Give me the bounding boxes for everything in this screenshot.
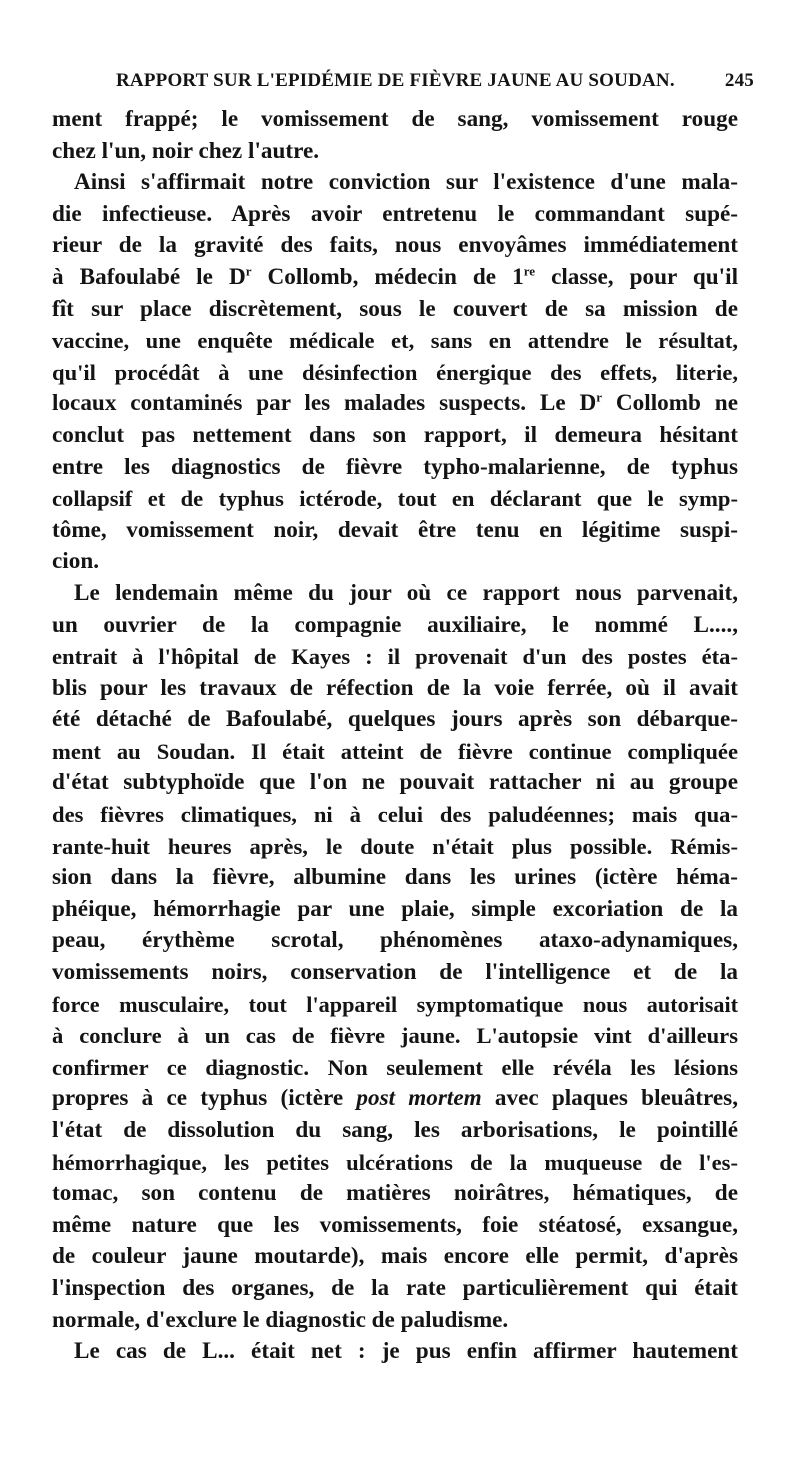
text-line: ment frappé; le vomissement de sang, vomissement rouge [52,106,738,132]
text-line: hémorrhagique, les petites ulcérations de la muqueuse de l'es- [52,1149,738,1175]
superscript: r [245,263,252,279]
text-line: confirmer ce diagnostic. Non seulement elle révéla les lésions [52,1054,738,1080]
text-line: cion. [52,548,100,575]
text-line: locaux contaminés par les malades suspects. Le $D^r$ Collomb ne [52,389,738,417]
text-line: tomac, son contenu de matières noirâtres, hématiques, de [52,1180,738,1207]
text-line: entrait à l'hôpital de Kayes : il provenait d'un des postes éta- [52,644,738,670]
text-line: conclut pas nettement dans son rapport, il demeura hésitant [52,421,738,448]
text-line: à conclure à un cas de fièvre jaune. L'autopsie vint d'ailleurs [52,1023,738,1049]
text-line: d'état subtyphoïde que l'on ne pouvait rattacher ni au groupe [52,769,738,796]
text-line: l'inspection des organes, de la rate particulièrement qui était [52,1274,738,1301]
text-line: à Bafoulabé le $D^r$ Collomb, médecin de 1re classe, pour qu'il [52,263,739,290]
superscript: re [523,263,536,279]
text-line: sion dans la fièvre, albumine dans les urines (ictère héma- [52,864,738,891]
text-line: peau, érythème scrotal, phénomènes ataxo-adynamiques, [52,927,738,954]
text-line: l'état de dissolution du sang, les arborisations, le pointillé [52,1117,738,1143]
text-line: normale, d'exclure le diagnostic de paludisme. [52,1306,509,1333]
text-line: collapsif et de typhus ictérode, tout en déclarant que le symp- [52,486,738,512]
text-line: tôme, vomissement noir, devait être tenu en légitime suspi- [52,516,738,543]
paragraph-start-line: Ainsi s'affirmait notre conviction sur l'existence d'une mala- [74,169,738,196]
paragraph-start-line: Le lendemain même du jour où ce rapport nous parvenait, [74,579,738,606]
text-line: été détaché de Bafoulabé, quelques jours après son débarque- [52,706,738,733]
text-line: entre les diagnostics de fièvre typho-malarienne, de typhus [52,453,738,480]
text-line: même nature que les vomissements, foie stéatosé, exsangue, [52,1211,738,1238]
italic-phrase: post mortem [356,1085,482,1112]
text-line: chez l'un, noir chez l'autre. [52,137,320,164]
running-header [116,70,754,102]
text-line: ment au Soudan. Il était atteint de fièvre continue compliquée [52,738,738,764]
page-number: 245 [724,70,754,91]
text-line: un ouvrier de la compagnie auxiliaire, le nommé L...., [52,611,738,638]
text-line: vaccine, une enquête médicale et, sans en attendre le résultat, [52,328,738,354]
body-text [52,104,738,1368]
text-line: vomissements noirs, conservation de l'intelligence et de la [52,959,738,986]
text-line: die infectieuse. Après avoir entretenu le commandant supé- [52,200,738,227]
text-line: fît sur place discrètement, sous le couvert de sa mission de [52,295,738,322]
text-line: des fièvres climatiques, ni à celui des paludéennes; mais qua- [52,802,738,828]
text-line: blis pour les travaux de réfection de la voie ferrée, où il avait [52,674,738,701]
text-line: qu'il procédât à une désinfection énergique des effets, literie, [52,359,738,385]
text-line: phéique, hémorrhagie par une plaie, simple excoriation de la [52,895,738,922]
text-line: rante-huit heures après, le doute n'était plus possible. Rémis- [52,833,738,859]
text-line: rieur de la gravité des faits, nous envoyâmes immédiatement [52,232,738,259]
text-line: de couleur jaune moutarde), mais encore elle permit, d'après [52,1243,738,1270]
paragraph-start-line: Le cas de L... était net : je pus enfin affirmer hautement [74,1338,738,1365]
text-line: propres à ce typhus (ictère post mortem avec plaques bleuâtres, [52,1085,738,1112]
superscript: r [596,389,603,405]
running-title: RAPPORT SUR L'EPIDÉMIE DE FIÈVRE JAUNE AU SOUDAN. [116,70,675,91]
text-line: force musculaire, tout l'appareil symptomatique nous autorisait [52,991,738,1017]
